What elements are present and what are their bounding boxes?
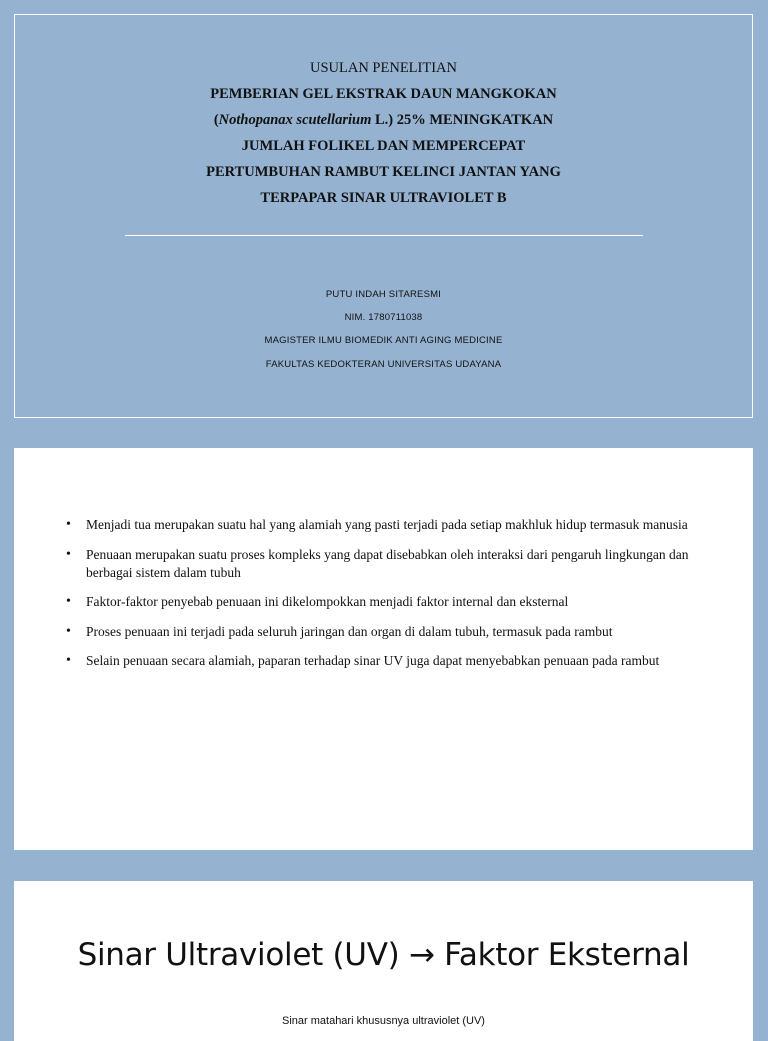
bullet-list <box>66 516 713 682</box>
list-item <box>66 652 713 670</box>
bullet-text: Penuaan merupakan suatu proses kompleks yang dapat disebabkan oleh interaksi dari pengaruh lingkungan dan berbagai sistem dalam tubuh <box>86 546 689 580</box>
title-line-4: PERTUMBUHAN RAMBUT KELINCI JANTAN YANG <box>206 164 561 180</box>
list-item <box>66 546 713 582</box>
bullet-text: Faktor-faktor penyebab penuaan ini dikelompokkan menjadi faktor internal dan eksternal <box>86 594 569 609</box>
bullet-icon: • <box>66 594 71 609</box>
uv-slide <box>14 881 753 1041</box>
program-name: MAGISTER ILMU BIOMEDIK ANTI AGING MEDICINE <box>264 335 503 347</box>
bullet-text: Menjadi tua merupakan suatu hal yang alamiah yang pasti terjadi pada setiap makhluk hidup termasuk manusia <box>86 517 688 532</box>
slide-heading: Sinar Ultraviolet (UV) → Faktor Eksternal <box>77 937 690 973</box>
species-name: Nothopanax scutellarium <box>218 112 372 128</box>
author-block <box>15 283 752 376</box>
faculty-name: FAKULTAS KEDOKTERAN UNIVERSITAS UDAYANA <box>265 358 502 370</box>
bullet-text: Selain penuaan secara alamiah, paparan terhadap sinar UV juga dapat menyebabkan penuaan pada rambut <box>86 653 660 668</box>
slide-subtext: Sinar matahari khususnya ultraviolet (UV) <box>282 1015 485 1027</box>
student-id: NIM. 1780711038 <box>344 312 423 324</box>
title-line-2 <box>15 107 752 133</box>
title-line-1: PEMBERIAN GEL EKSTRAK DAUN MANGKOKAN <box>210 86 557 102</box>
proposal-label: USULAN PENELITIAN <box>310 60 457 76</box>
title-line-2-rest: L.) 25% MENINGKATKAN <box>371 112 554 128</box>
title-line-3: JUMLAH FOLIKEL DAN MEMPERCEPAT <box>241 138 526 154</box>
author-name: PUTU INDAH SITARESMI <box>325 289 442 300</box>
list-item <box>66 593 713 611</box>
title-slide <box>14 14 753 418</box>
bullet-icon: • <box>66 623 71 639</box>
list-item <box>66 516 713 534</box>
intro-slide <box>14 448 753 850</box>
list-item <box>66 623 713 641</box>
slide-title-block <box>15 55 752 211</box>
title-paren: ( <box>213 112 219 128</box>
bullet-icon: • <box>66 653 71 668</box>
title-divider <box>125 235 643 236</box>
bullet-icon: • <box>66 517 71 532</box>
bullet-icon: • <box>66 546 71 562</box>
bullet-text: Proses penuaan ini terjadi pada seluruh jaringan dan organ di dalam tubuh, termasuk pada rambut <box>86 623 613 639</box>
title-line-5: TERPAPAR SINAR ULTRAVIOLET B <box>260 190 507 206</box>
